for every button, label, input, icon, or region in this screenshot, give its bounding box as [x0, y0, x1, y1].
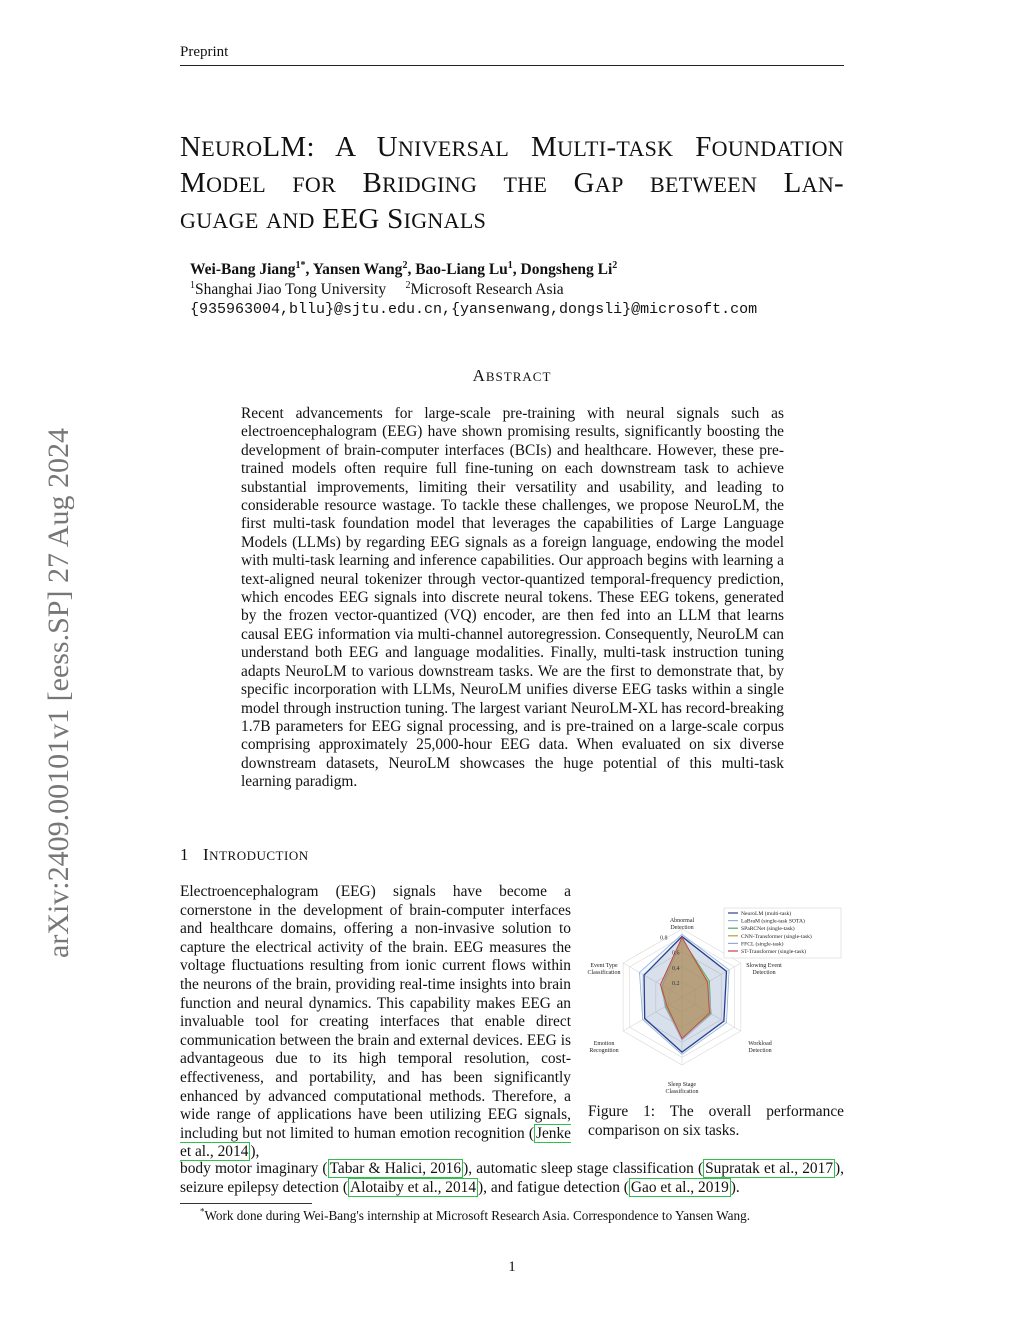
radar-legend-label: CNN-Transformer (single-task): [741, 933, 812, 940]
footnote: [200, 1208, 750, 1224]
citation-link[interactable]: Tabar & Halici, 2016: [329, 1160, 462, 1177]
radar-legend-label: LaBraM (single-task SOTA): [741, 918, 805, 925]
radar-tick-label: 0.8: [660, 935, 668, 942]
title-line-2: MODEL FOR BRIDGING THE GAP BETWEEN LAN-: [180, 167, 844, 199]
section-number: 1: [180, 845, 189, 864]
author-block: [190, 260, 757, 320]
radar-tick-label: 0.2: [672, 980, 680, 987]
citation-link[interactable]: Supratak et al., 2017: [705, 1160, 834, 1177]
abstract-heading: ABSTRACT: [472, 366, 552, 385]
figure-caption: [588, 1103, 844, 1140]
footnote-text: Work done during Wei-Bang's internship at Microsoft Research Asia. Correspondence to Yansen Wang.: [204, 1208, 751, 1223]
radar-legend-label: NeuroLM (multi-task): [741, 911, 792, 917]
citation-link[interactable]: Jenke et al., 2014: [180, 1124, 571, 1161]
arxiv-stamp-text: arXiv:2409.00101v1 [eess.SP] 27 Aug 2024: [44, 428, 74, 958]
radar-axis-label: Emotion Recognition: [589, 1041, 619, 1054]
radar-axis-label: Sleep Stage Classification: [665, 1082, 699, 1095]
radar-legend-label: ST-Transformer (single-task): [741, 949, 806, 955]
radar-legend-label: SPaRCNet (single-task): [741, 926, 795, 933]
affiliation-2: Microsoft Research Asia: [410, 281, 564, 298]
citation-link[interactable]: Alotaiby et al., 2014: [349, 1178, 477, 1196]
radar-axis-label: Abnormal Detection: [669, 918, 695, 931]
abstract-text: Recent advancements for large-scale pre-training with neural signals such as electroencephalogram (EEG) have shown promising results, significantly boosting the development of brain-computer interfaces (BCIs) and healthcare. However, these pre-trained models often require full fine-tuning on each downstream task to achieve substantial improvements, limiting their versatility and usability, and leading to considerable resource wastage. To tackle these challenges, we propose NeuroLM, the first multi-task foundation model that leverages the capabilities of Large Language Models (LLMs) by regarding EEG signals as a foreign language, endowing the model with multi-task learning and inference capabilities. Our approach begins with learning a text-aligned neural tokenizer through vector-quantized temporal-frequency prediction, which encodes EEG signals into discrete neural tokens. These EEG tokens, generated by the frozen vector-quantized (VQ) encoder, are then fed into an LLM that learns causal EEG information via multi-channel autoregression. Consequently, NeuroLM can understand both EEG and language modalities. Finally, multi-task instruction tuning adapts NeuroLM to various downstream tasks. We are the first to demonstrate that, by specific incorporation with LLMs, NeuroLM unifies diverse EEG tasks within a single model through instruction tuning. The largest variant NeuroLM-XL has record-breaking 1.7B parameters for EEG signal processing, and is pre-trained on a large-scale corpus comprising approximately 25,000-hour EEG data. When evaluated on six diverse downstream datasets, NeuroLM showcases the huge potential of this multi-task learning paradigm.: [241, 405, 784, 791]
radar-chart-figure: [582, 902, 844, 1102]
section-heading-introduction: [180, 845, 309, 865]
affiliations: $^1$Shanghai Jiao Tong University $^2$Microsoft Research Asia: [190, 279, 564, 298]
author-emails: {935963004,bllu}@sjtu.edu.cn,{yansenwang,dongsli}@microsoft.com: [190, 301, 758, 318]
running-header: Preprint: [180, 44, 229, 60]
page-number: 1: [508, 1259, 516, 1275]
citation-link[interactable]: Gao et al., 2019: [630, 1178, 729, 1196]
footnote-rule: [180, 1203, 312, 1204]
radar-legend-label: FFCL (single-task): [741, 941, 784, 948]
paper-title: [180, 130, 844, 238]
radar-chart: [582, 902, 844, 1102]
intro-paragraph-full: body motor imaginary ( Tabar & Halici, 2016 ), automatic sleep stage classification ( Supratak et al., 2017 ), seizure epilepsy detection ( Alotaiby et al., 2014 ), and fatigue detection ( Gao et al., 2019 ).: [180, 1160, 844, 1196]
caption-line-1: Figure 1: The overall performance: [588, 1103, 844, 1120]
radar-tick-label: 0.4: [672, 965, 680, 972]
title-line-3: GUAGE AND EEG SIGNALS: [180, 203, 487, 235]
radar-axis-label: Slowing Event Detection: [746, 963, 782, 976]
intro-paragraph-column: Electroencephalogram (EEG) signals have become a cornerstone in the development of brain-computer interfaces and healthcare domains, offering a non-invasive solution to capture the electrical activity of the brain. EEG measures the voltage fluctuations resulting from ionic current flows within the neurons of the brain, providing real-time insights into brain function and neural dynamics. This capability makes EEG an invaluable tool for creating interfaces that enable direct communication between the brain and external devices. EEG is advantageous due to its high temporal resolution, cost-effectiveness, and portability, and has been significantly enhanced by advanced computational methods. Therefore, a wide range of applications have been utilizing EEG signals, including but not limited to human emotion recognition ( Jenke et al., 2014 ),: [180, 883, 571, 1161]
arxiv-side-stamp: [44, 346, 74, 958]
title-line-1: NEUROLM: A UNIVERSAL MULTI-TASK FOUNDATION: [180, 131, 844, 163]
header-rule: [180, 65, 844, 66]
radar-axis-label: Event Type Classification: [587, 963, 621, 976]
caption-line-2: comparison on six tasks.: [588, 1121, 740, 1139]
section-title: INTRODUCTION: [203, 845, 309, 864]
author-names: Wei-Bang Jiang$^{1*}$, Yansen Wang$^2$, Bao-Liang Lu$^1$, Dongsheng Li$^2$: [190, 259, 618, 278]
footnote-marker: *: [200, 1206, 205, 1217]
radar-tick-label: 0.6: [672, 950, 680, 957]
affiliation-1: Shanghai Jiao Tong University: [195, 281, 387, 298]
radar-axis-label: Workload Detection: [748, 1041, 772, 1054]
